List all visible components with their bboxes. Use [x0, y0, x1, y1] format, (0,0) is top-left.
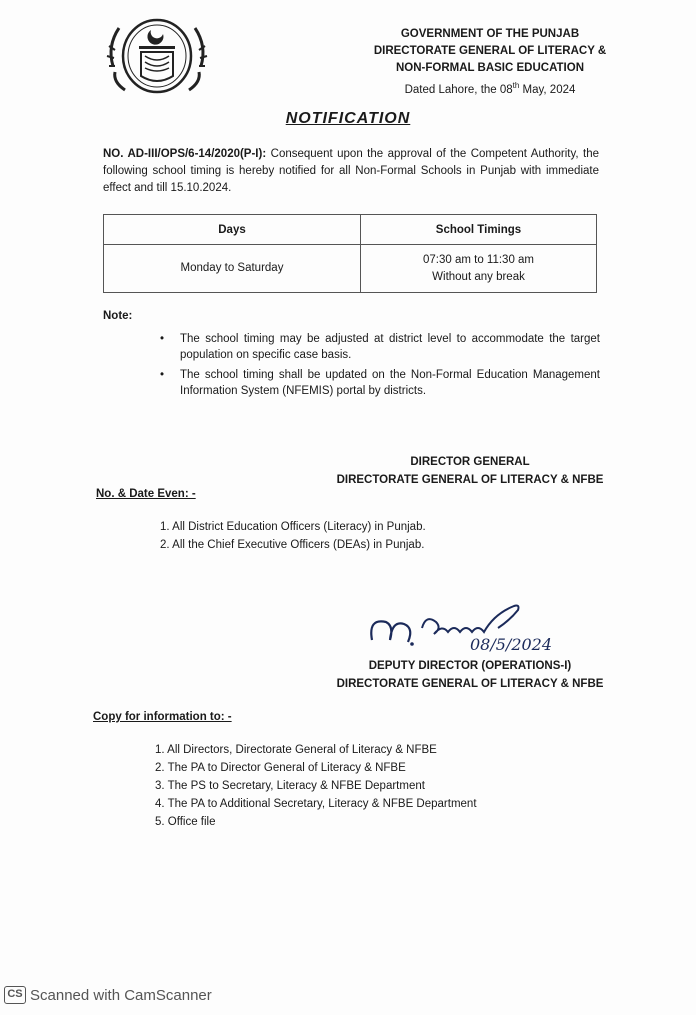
- header-education: NON-FORMAL BASIC EDUCATION: [395, 62, 585, 74]
- date-prefix: Dated Lahore, the 08: [404, 83, 513, 96]
- signatory-director-general: [300, 453, 640, 489]
- list-item: 2. The PA to Director General of Literacy & NFBE: [155, 762, 406, 774]
- even-list: [160, 518, 426, 554]
- signatory1-title: DIRECTOR GENERAL: [410, 456, 530, 468]
- signatory1-org: DIRECTORATE GENERAL OF LITERACY & NFBE: [336, 474, 604, 486]
- note-list: [160, 331, 600, 403]
- notification-paragraph: [103, 146, 599, 197]
- bullet-icon: •: [160, 369, 165, 381]
- even-label: No. & Date Even: -: [96, 488, 196, 500]
- list-item: 3. The PS to Secretary, Literacy & NFBE Department: [155, 780, 425, 792]
- signatory2-org: DIRECTORATE GENERAL OF LITERACY & NFBE: [336, 678, 604, 690]
- table-header-row: [104, 215, 597, 245]
- camscanner-icon: CS: [4, 986, 26, 1004]
- header-date: [330, 77, 650, 99]
- list-item: 4. The PA to Additional Secretary, Literacy & NFBE Department: [155, 798, 477, 810]
- table-row: [104, 245, 597, 293]
- signatory2-title: DEPUTY DIRECTOR (OPERATIONS-I): [368, 660, 572, 672]
- watermark-text: Scanned with CamScanner: [30, 986, 212, 1004]
- list-item: 5. Office file: [155, 816, 216, 828]
- note-item: [160, 367, 600, 399]
- cell-timings: [361, 245, 597, 293]
- header-directorate: DIRECTORATE GENERAL OF LITERACY &: [373, 45, 607, 57]
- date-sup: th: [512, 81, 520, 90]
- punjab-emblem-logo: [103, 16, 211, 96]
- note-item: [160, 331, 600, 363]
- list-item: 1. All District Education Officers (Literacy) in Punjab.: [160, 521, 426, 533]
- timing-line-1: 07:30 am to 11:30 am: [422, 253, 535, 266]
- header-school-timings: School Timings: [361, 215, 597, 245]
- title-text: NOTIFICATION: [285, 110, 411, 127]
- note-item-text: The school timing may be adjusted at district level to accommodate the target population on specific case basis.: [180, 333, 600, 361]
- signature-date: 08/5/2024: [470, 635, 553, 654]
- list-item: 1. All Directors, Directorate General of Literacy & NFBE: [155, 744, 437, 756]
- header-government: GOVERNMENT OF THE PUNJAB: [400, 28, 580, 40]
- header-days: Days: [104, 215, 361, 245]
- notification-ref: NO. AD-III/OPS/6-14/2020(P-I):: [103, 148, 267, 160]
- timing-line-2: Without any break: [432, 270, 525, 283]
- paragraph-text: Consequent upon the approval of the Competent Authority, the following school timing is hereby notified for all Non-Formal Schools in Punjab with immediate effect and till 15.10.2024.: [103, 148, 599, 194]
- cell-days: Monday to Saturday: [104, 245, 361, 293]
- notification-title: [0, 110, 696, 128]
- copy-list: [155, 741, 477, 831]
- letterhead: [330, 26, 650, 99]
- note-item-text: The school timing shall be updated on the Non-Formal Education Management Information System (NFEMIS) portal by districts.: [180, 369, 600, 397]
- copy-label: Copy for information to: -: [93, 711, 232, 723]
- timings-table: [103, 214, 597, 293]
- signatory-deputy-director: [310, 657, 630, 693]
- camscanner-watermark: [4, 986, 212, 1004]
- bullet-icon: •: [160, 333, 165, 345]
- note-label: Note:: [103, 310, 133, 322]
- handwritten-signature: [362, 588, 592, 658]
- list-item: 2. All the Chief Executive Officers (DEAs) in Punjab.: [160, 539, 425, 551]
- date-suffix: May, 2024: [519, 83, 576, 96]
